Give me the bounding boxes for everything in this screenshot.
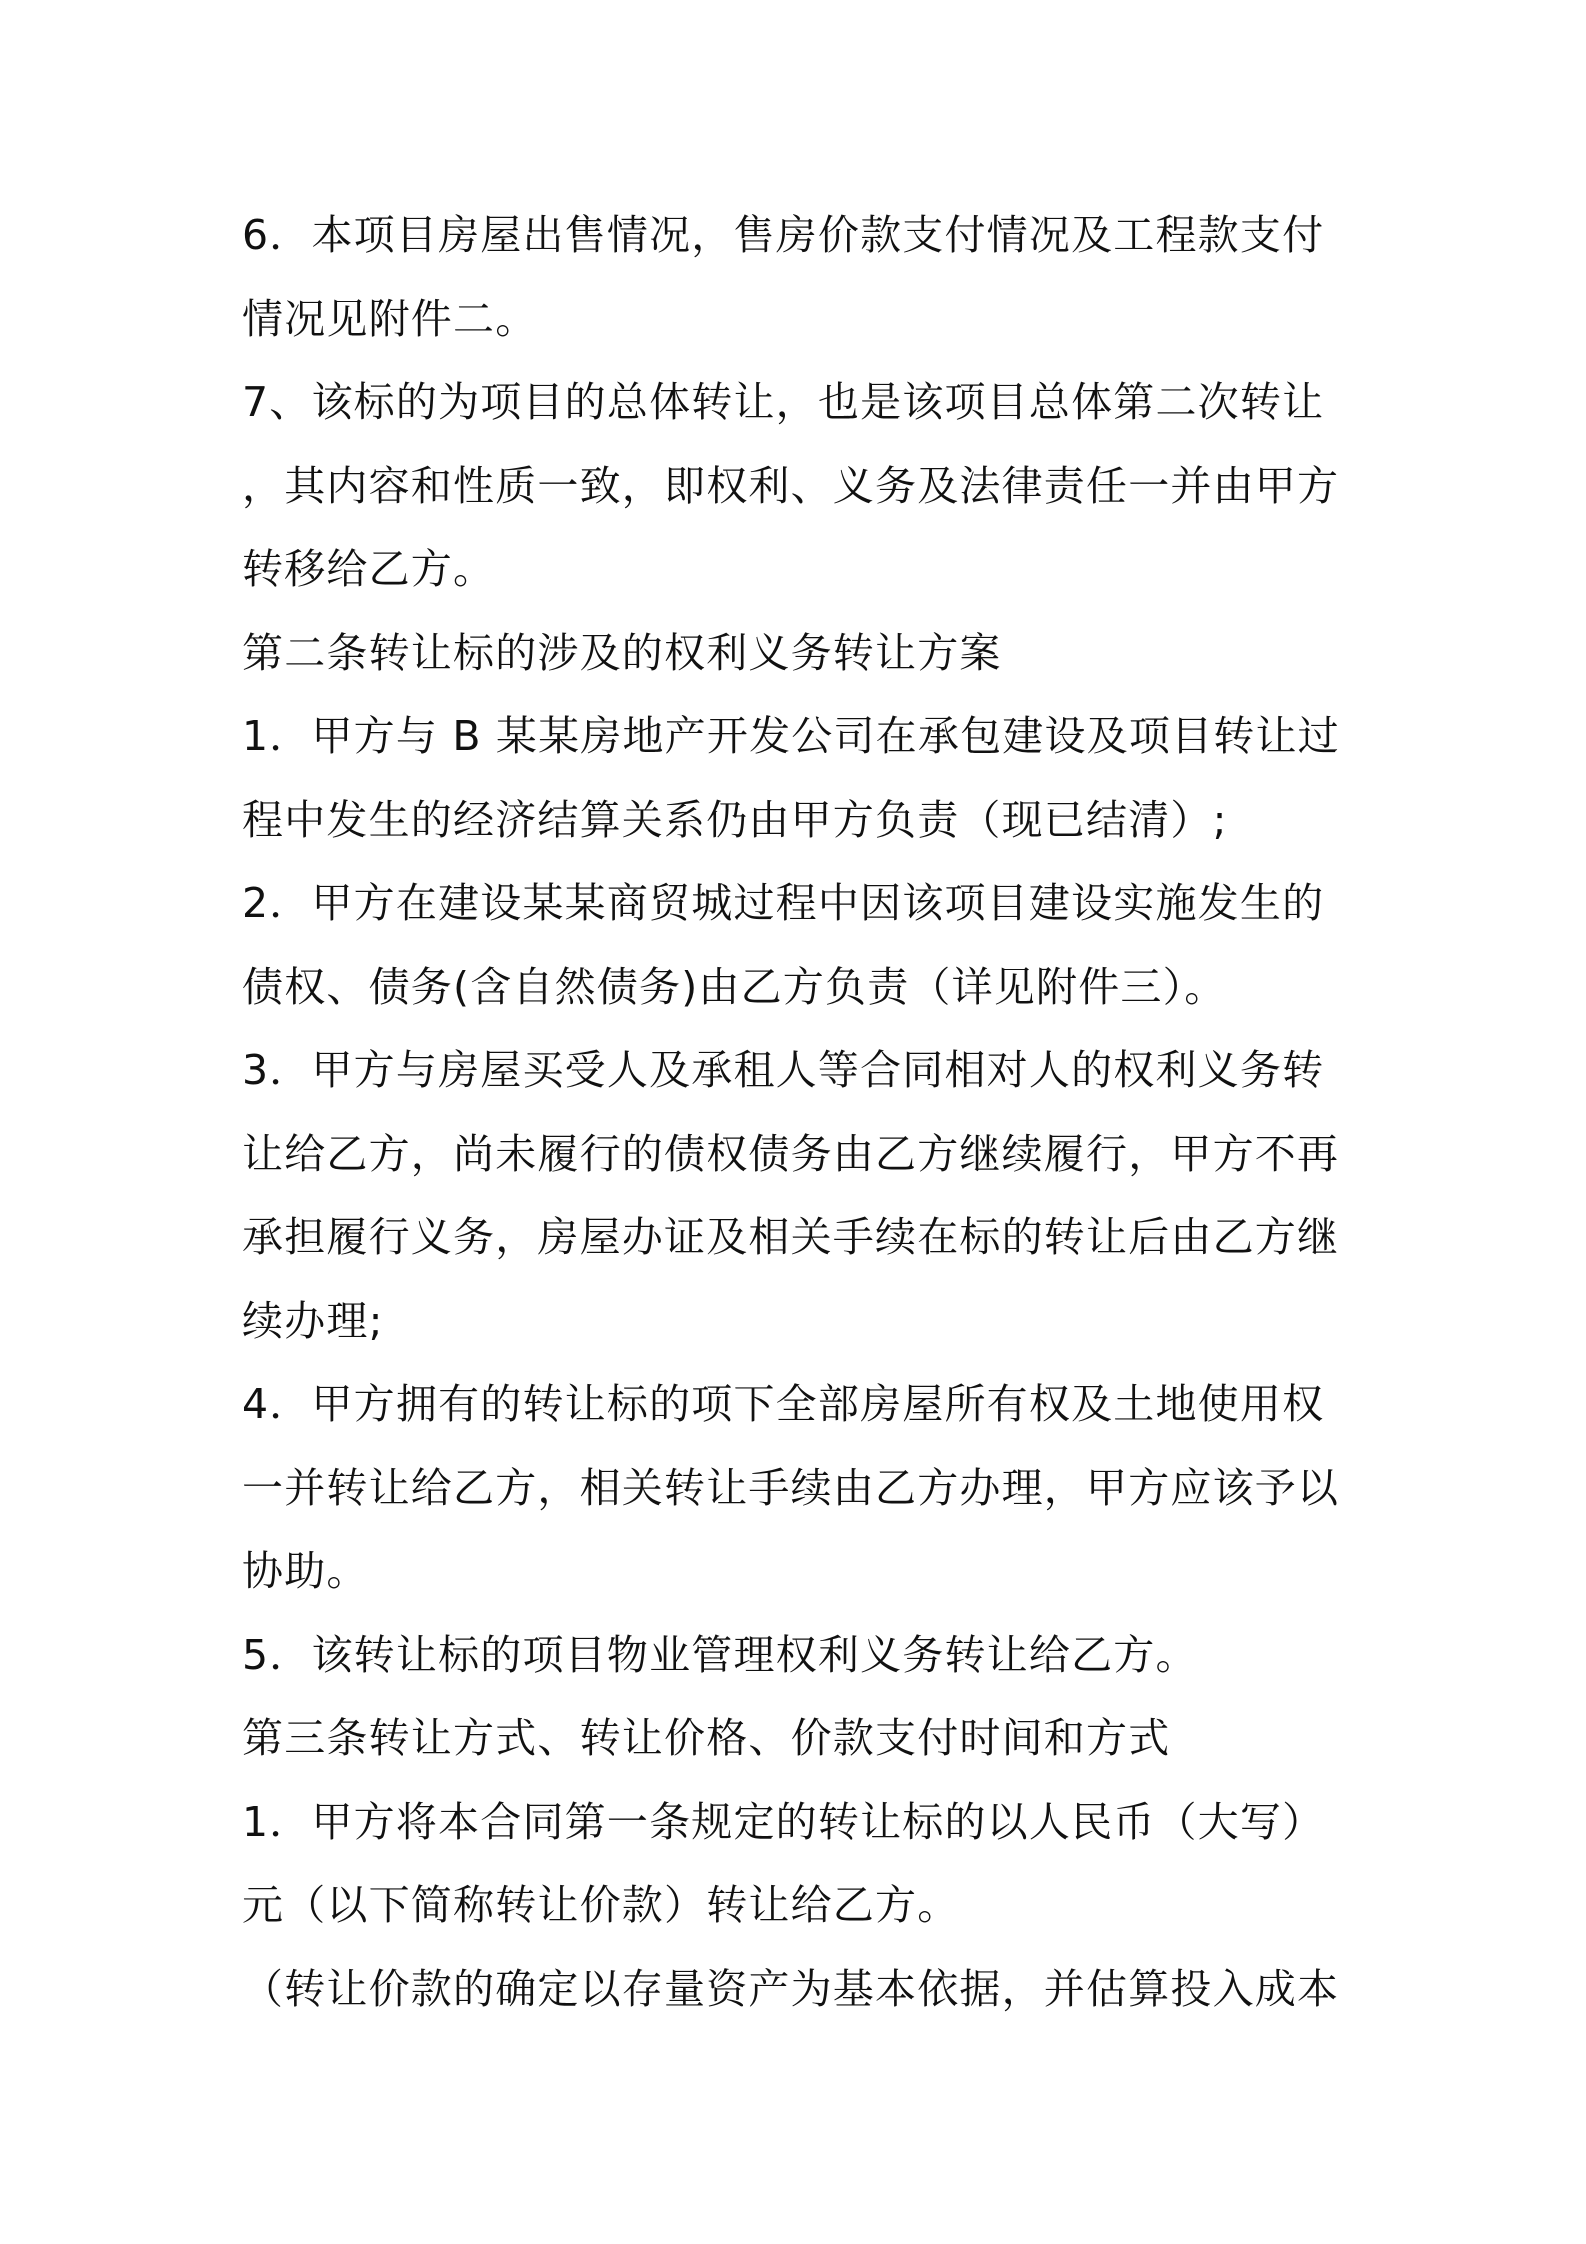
text-line: 让给乙方，尚未履行的债权债务由乙方继续履行，甲方不再	[242, 1129, 1340, 1178]
document-body	[242, 194, 1362, 2031]
text-line: 1．甲方与 B 某某房地产开发公司在承包建设及项目转让过	[242, 712, 1340, 760]
text-line: 情况见附件二。	[242, 294, 538, 343]
section-heading: 第三条转让方式、转让价格、价款支付时间和方式	[242, 1714, 1171, 1762]
text-line: 协助。	[242, 1547, 369, 1595]
text-line: 转移给乙方。	[242, 545, 496, 593]
text-line: ，其内容和性质一致，即权利、义务及法律责任一并由甲方	[242, 461, 1340, 510]
text-line: 7、该标的为项目的总体转让，也是该项目总体第二次转让	[242, 378, 1325, 426]
text-line: 程中发生的经济结算关系仍由甲方负责（现已结清）;	[242, 795, 1228, 844]
text-line: 4．甲方拥有的转让标的项下全部房屋所有权及土地使用权	[242, 1380, 1325, 1428]
text-line: 一并转让给乙方，相关转让手续由乙方办理，甲方应该予以	[242, 1463, 1340, 1512]
text-line: 债权、债务(含自然债务)由乙方负责（详见附件三）。	[242, 962, 1227, 1011]
text-line: 3．甲方与房屋买受人及承租人等合同相对人的权利义务转	[242, 1046, 1325, 1094]
section-heading: 第二条转让标的涉及的权利义务转让方案	[242, 628, 1002, 677]
text-line: 5．该转让标的项目物业管理权利义务转让给乙方。	[242, 1630, 1198, 1679]
text-line: 1．甲方将本合同第一条规定的转让标的以人民币（大写）	[242, 1797, 1325, 1846]
text-line: （转让价款的确定以存量资产为基本依据，并估算投入成本	[242, 1964, 1340, 2013]
text-line: 元（以下简称转让价款）转让给乙方。	[242, 1881, 960, 1929]
text-line: 承担履行义务，房屋办证及相关手续在标的转让后由乙方继	[242, 1213, 1340, 1261]
text-line: 6．本项目房屋出售情况，售房价款支付情况及工程款支付	[242, 211, 1325, 259]
text-line: 续办理;	[242, 1296, 384, 1345]
text-line: 2．甲方在建设某某商贸城过程中因该项目建设实施发生的	[242, 879, 1325, 927]
